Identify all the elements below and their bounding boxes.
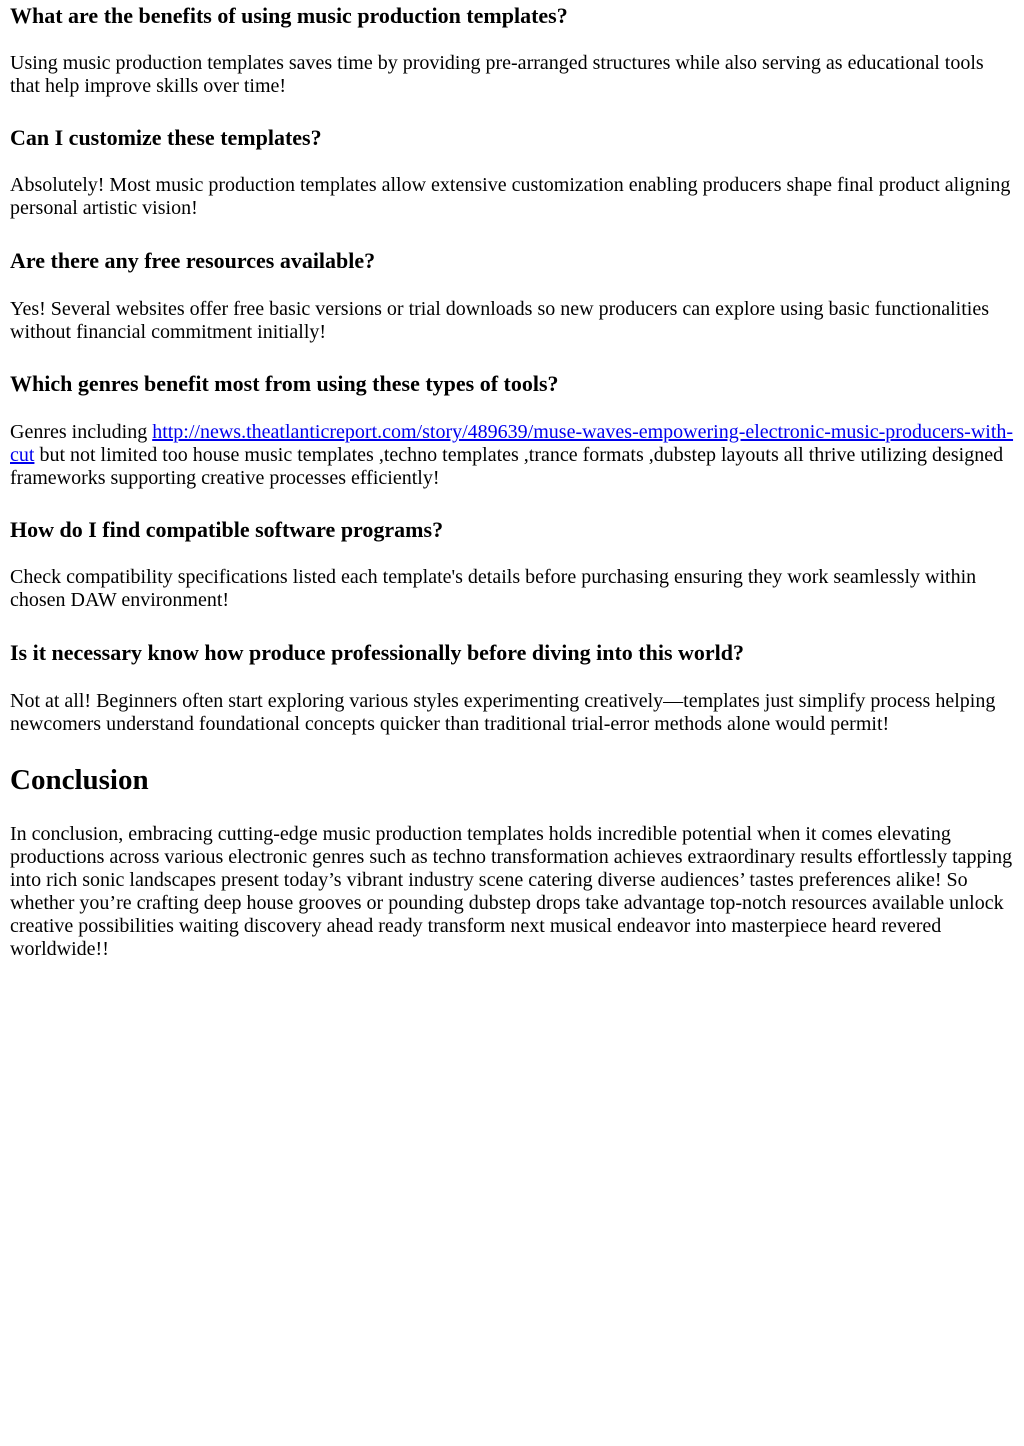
faq-answer-necessary-know: Not at all! Beginners often start exploring various styles experimenting creatively—templates just simplify process helping newcomers understand foundational concepts quicker than traditional trial-error methods alone would permit! [10, 690, 996, 735]
faq-question-benefits: What are the benefits of using music production templates? [10, 3, 568, 28]
faq-answer-genres [10, 421, 1014, 490]
faq-answer-customize: Absolutely! Most music production templates allow extensive customization enabling producers shape final product aligning personal artistic vision! [10, 174, 1011, 219]
faq-answer-compatible-software: Check compatibility specifications listed each template's details before purchasing ensuring they work seamlessly within chosen DAW environment! [10, 566, 977, 611]
article-link[interactable]: http://news.theatlanticreport.com/story/489639/muse-waves-empowering-electronic-music-producers-with-cut [10, 421, 1014, 466]
conclusion-text: In conclusion, embracing cutting-edge music production templates holds incredible potential when it comes elevating productions across various electronic genres such as techno transformation achieves extraordinary results effortlessly tapping into rich sonic landscapes present today’s vibrant industry scene catering diverse audiences’ tastes preferences alike! So whether you’re crafting deep house grooves or pounding dubstep drops take advantage top-notch resources available unlock creative possibilities waiting discovery ahead ready transform next musical endeavor into masterpiece heard revered worldwide!! [10, 823, 1013, 960]
faq-answer-free-resources: Yes! Several websites offer free basic versions or trial downloads so new producers can explore using basic functionalities without financial commitment initially! [10, 298, 989, 343]
faq-question-genres: Which genres benefit most from using these types of tools? [10, 371, 559, 396]
faq-question-necessary-know: Is it necessary know how produce professionally before diving into this world? [10, 640, 745, 665]
faq-answer-genres-suffix: but not limited too house music templates ,techno templates ,trance formats ,dubstep layouts all thrive utilizing designed frameworks supporting creative processes efficiently! [10, 444, 1004, 489]
conclusion-heading: Conclusion [10, 764, 149, 796]
faq-question-compatible-software: How do I find compatible software programs? [10, 517, 444, 542]
faq-question-customize: Can I customize these templates? [10, 125, 322, 150]
faq-question-free-resources: Are there any free resources available? [10, 248, 376, 273]
faq-answer-genres-prefix: Genres including [10, 421, 153, 443]
faq-answer-benefits: Using music production templates saves time by providing pre-arranged structures while also serving as educational tools that help improve skills over time! [10, 52, 984, 97]
